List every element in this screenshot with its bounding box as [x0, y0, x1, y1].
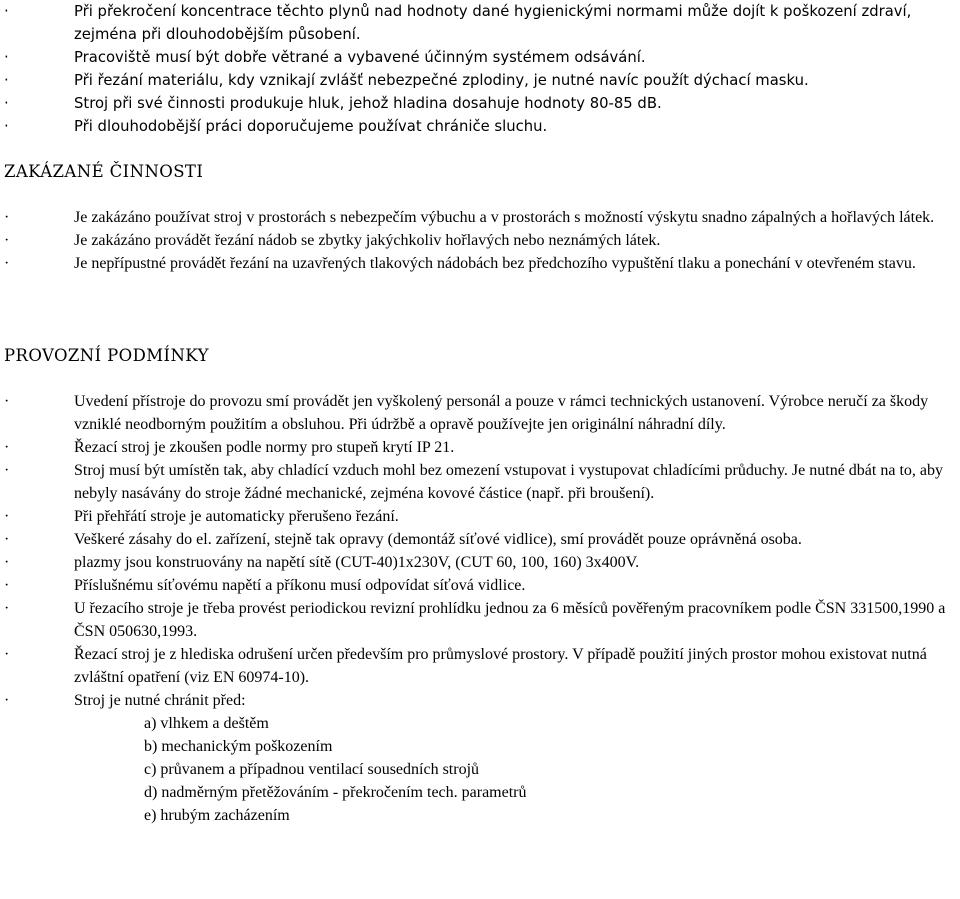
list-item — [0, 597, 960, 643]
bullet: · — [4, 646, 10, 663]
list-item-text: Veškeré zásahy do el. zařízení, stejně tak opravy (demontáž síťové vidlice), smí provádět pouze oprávněná osoba. — [74, 531, 802, 548]
protection-sublist — [74, 712, 960, 827]
list-item-text: Uvedení přístroje do provozu smí provádět jen vyškolený personál a pouze v rámci technických ustanovení. Výrobce neručí za škody vzniklé neodborným použitím a obsluhou. Při údržbě a opravě používejte jen originální náhradní díly. — [74, 393, 929, 433]
bullet: · — [4, 255, 10, 272]
list-item — [0, 528, 960, 551]
list-item-text: Řezací stroj je z hlediska odrušení určen především pro průmyslové prostory. V případě použití jiných prostor mohou existovat nutná zvláštní opatření (viz EN 60974-10). — [74, 646, 927, 686]
section-heading-prohibited: ZAKÁZANÉ ČINNOSTI — [4, 162, 204, 181]
list-item-text: Je nepřípustné provádět řezání na uzavřených tlakových nádobách bez předchozího vypuštění tlaku a ponechání v otevřeném stavu. — [74, 255, 916, 272]
bullet: · — [4, 393, 10, 410]
list-item — [0, 390, 960, 436]
bullet: · — [4, 692, 10, 709]
bullet: · — [4, 209, 10, 226]
list-item-text: Je zakázáno používat stroj v prostorách s nebezpečím výbuchu a v prostorách s možností výskytu snadno zápalných a hořlavých látek. — [74, 209, 935, 226]
sublist-item: e) hrubým zacházením — [144, 807, 290, 824]
list-item — [0, 505, 960, 528]
prohibited-activities-list — [0, 206, 960, 275]
bullet: · — [4, 232, 10, 249]
bullet: · — [4, 95, 9, 112]
bullet: · — [4, 508, 10, 525]
sublist-item: d) nadměrným přetěžováním - překročením tech. parametrů — [144, 784, 527, 801]
bullet: · — [4, 577, 10, 594]
sublist-item: b) mechanickým poškozením — [144, 738, 333, 755]
section-heading-operating: PROVOZNÍ PODMÍNKY — [4, 346, 209, 365]
list-item — [0, 229, 960, 252]
list-item — [0, 92, 960, 115]
list-item-text: plazmy jsou konstruovány na napětí sítě (CUT-40)1x230V, (CUT 60, 100, 160) 3x400V. — [74, 554, 640, 571]
sublist-item: c) průvanem a případnou ventilací sousedních strojů — [144, 761, 480, 778]
list-item-text: Stroj je nutné chránit před: — [74, 692, 246, 709]
bullet: · — [4, 600, 10, 617]
list-item — [0, 115, 960, 138]
list-item — [0, 689, 960, 827]
list-item-text: Stroj při své činnosti produkuje hluk, jehož hladina dosahuje hodnoty 80-85 dB. — [74, 95, 662, 112]
list-item-text: Při přehřátí stroje je automaticky přerušeno řezání. — [74, 508, 399, 525]
bullet: · — [4, 554, 10, 571]
hazard-notes-list — [0, 0, 960, 138]
bullet: · — [4, 118, 9, 135]
list-item-text: Při řezání materiálu, kdy vznikají zvlášť nebezpečné zplodiny, je nutné navíc použít dýchací masku. — [74, 72, 809, 89]
list-item-text: U řezacího stroje je třeba provést periodickou revizní prohlídku jednou za 6 měsíců pověřeným pracovníkem podle ČSN 331500,1990 a ČSN 050630,1993. — [74, 600, 946, 640]
sublist-item: a) vlhkem a deštěm — [144, 715, 269, 732]
bullet: · — [4, 72, 9, 89]
list-item-text: Při dlouhodobější práci doporučujeme používat chrániče sluchu. — [74, 118, 548, 135]
bullet: · — [4, 462, 10, 479]
list-item — [0, 643, 960, 689]
bullet: · — [4, 49, 9, 66]
list-item — [0, 436, 960, 459]
list-item — [0, 0, 960, 46]
list-item-text: Stroj musí být umístěn tak, aby chladící vzduch mohl bez omezení vstupovat i vystupovat chladícími průduchy. Je nutné dbát na to, aby nebyly nasávány do stroje žádné mechanické, zejména kovové částice (např. při broušení). — [74, 462, 943, 502]
list-item — [0, 46, 960, 69]
list-item — [0, 206, 960, 229]
list-item-text: Je zakázáno provádět řezání nádob se zbytky jakýchkoliv hořlavých nebo neznámých látek. — [74, 232, 661, 249]
list-item — [0, 459, 960, 505]
list-item — [0, 252, 960, 275]
list-item — [0, 574, 960, 597]
operating-conditions-list — [0, 390, 960, 827]
list-item — [0, 551, 960, 574]
bullet: · — [4, 3, 9, 20]
bullet: · — [4, 439, 10, 456]
list-item-text: Řezací stroj je zkoušen podle normy pro stupeň krytí IP 21. — [74, 439, 455, 456]
list-item — [0, 69, 960, 92]
list-item-text: Příslušnému síťovému napětí a příkonu musí odpovídat síťová vidlice. — [74, 577, 526, 594]
list-item-text: Při překročení koncentrace těchto plynů nad hodnoty dané hygienickými normami může dojít k poškození zdraví, zejména při dlouhodobějším působení. — [74, 3, 912, 43]
bullet: · — [4, 531, 10, 548]
list-item-text: Pracoviště musí být dobře větrané a vybavené účinným systémem odsávání. — [74, 49, 646, 66]
